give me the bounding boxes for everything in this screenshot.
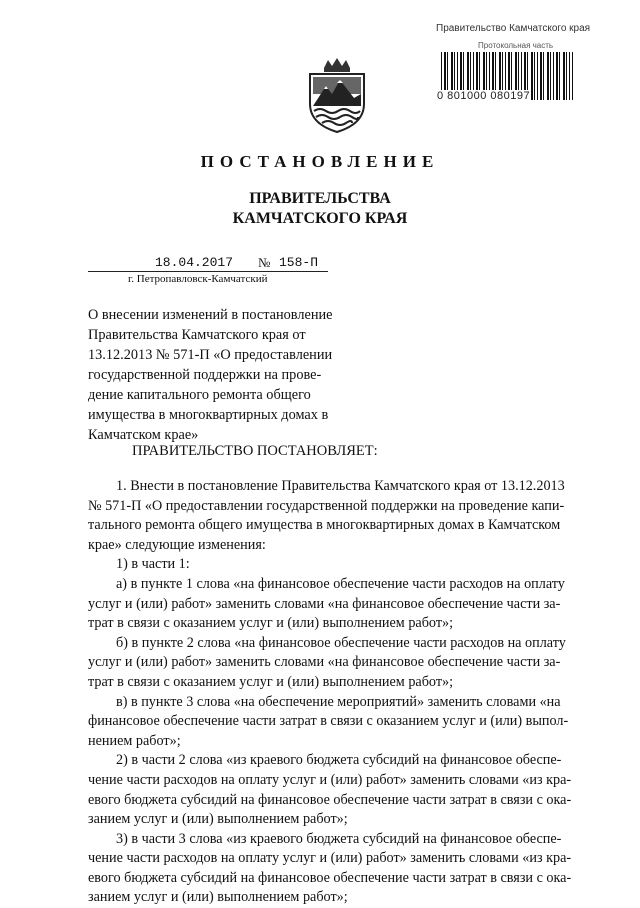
stamp-subtitle: Протокольная часть <box>478 41 554 50</box>
document-date: 18.04.2017 <box>155 255 234 270</box>
subject-line: 13.12.2013 № 571-П «О предоставлении <box>88 347 333 363</box>
body-line: трат в связи с оказанием услуг и (или) выполнением работ»; <box>88 615 454 632</box>
body-line: а) в пункте 1 слова «на финансовое обеспечение части расходов на оплату <box>116 575 565 592</box>
subject-line: Камчатском крае» <box>88 427 199 443</box>
document-subject <box>88 305 356 445</box>
coat-of-arms-icon <box>304 56 370 134</box>
body-line: финансовое обеспечение части затрат в связи с оказанием услуг и (или) выпол- <box>88 713 569 730</box>
subject-line: Правительства Камчатского края от <box>88 327 306 343</box>
body-line: 3) в части 3 слова «из краевого бюджета субсидий на финансовое обеспе- <box>116 830 562 847</box>
barcode-number: 0 801000 080197 <box>437 90 531 102</box>
body-line: крае» следующие изменения: <box>88 536 266 553</box>
issuer-line-1: ПРАВИТЕЛЬСТВА <box>249 190 391 207</box>
body-line: чение части расходов на оплату услуг и (или) работ» заменить словами «из кра- <box>88 771 572 788</box>
body-line: 2) в части 2 слова «из краевого бюджета субсидий на финансовое обеспе- <box>116 752 562 769</box>
body-line: № 571-П «О предоставлении государственной поддержки на проведение капи- <box>88 497 565 514</box>
number-sign: № <box>258 255 271 270</box>
body-line: евого бюджета субсидий на финансовое обеспечение части затрат в связи с ока- <box>88 869 572 886</box>
subject-line: дение капитального ремонта общего <box>88 387 311 403</box>
body-line: услуг и (или) работ» заменить словами «на финансовое обеспечение части за- <box>88 654 561 671</box>
body-line: трат в связи с оказанием услуг и (или) выполнением работ»; <box>88 673 454 690</box>
subject-line: имущества в многоквартирных домах в <box>88 407 329 423</box>
subject-line: государственной поддержки на прове- <box>88 367 322 383</box>
body-line: занием услуг и (или) выполнением работ»; <box>88 811 348 828</box>
body-line: 1) в части 1: <box>116 556 190 573</box>
body-line: тального ремонта общего имущества в многоквартирных домах в Камчатском <box>88 517 561 534</box>
body-line: б) в пункте 2 слова «на финансовое обеспечение части расходов на оплату <box>116 634 566 651</box>
issue-city: г. Петропавловск-Камчатский <box>128 273 268 285</box>
body-line: чение части расходов на оплату услуг и (или) работ» заменить словами «из кра- <box>88 850 572 867</box>
document-type-title: ПОСТАНОВЛЕНИЕ <box>200 152 440 171</box>
body-line: занием услуг и (или) выполнением работ»; <box>88 889 348 906</box>
body-line: нением работ»; <box>88 732 181 749</box>
subject-line: О внесении изменений в постановление <box>88 307 333 323</box>
document-number: 158-П <box>279 255 319 270</box>
issuer-line-2: КАМЧАТСКОГО КРАЯ <box>232 210 408 227</box>
body-line: 1. Внести в постановление Правительства Камчатского края от 13.12.2013 <box>116 478 565 494</box>
body-line: услуг и (или) работ» заменить словами «на финансовое обеспечение части за- <box>88 595 561 612</box>
decree-heading: ПРАВИТЕЛЬСТВО ПОСТАНОВЛЯЕТ: <box>132 443 378 459</box>
body-line: евого бюджета субсидий на финансовое обеспечение части затрат в связи с ока- <box>88 791 572 808</box>
org-stamp: Правительство Камчатского края <box>436 23 591 34</box>
date-number-underline <box>88 271 328 272</box>
document-body <box>88 477 606 908</box>
body-line: в) в пункте 3 слова «на обеспечение мероприятий» заменить словами «на <box>116 693 561 710</box>
